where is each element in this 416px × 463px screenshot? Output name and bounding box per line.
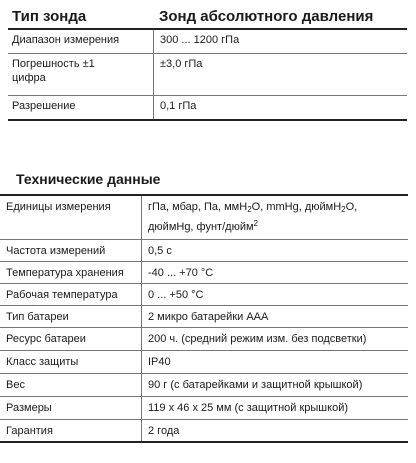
row-value: 0,1 гПа xyxy=(153,96,407,119)
table-row xyxy=(0,397,408,420)
table-row xyxy=(0,262,408,284)
row-value: 0,5 с xyxy=(141,240,408,261)
table-row xyxy=(0,328,408,351)
row-label: Тип батареи xyxy=(6,311,69,323)
row-value: ±3,0 гПа xyxy=(153,54,407,95)
table-row xyxy=(8,30,407,54)
row-value: 0 ... +50 °C xyxy=(141,284,408,305)
units-text: дюймHg, фунт/дюйм xyxy=(148,221,254,233)
row-value-units xyxy=(141,196,408,239)
row-label: Частота измерений xyxy=(6,245,106,257)
row-label: Гарантия xyxy=(6,425,53,437)
row-label: Разрешение xyxy=(12,100,76,112)
units-text: H xyxy=(333,201,342,213)
table-row xyxy=(0,351,408,374)
units-subscript: 2 xyxy=(341,205,346,214)
units-text: O, xyxy=(345,201,358,213)
row-label: Размеры xyxy=(6,402,52,414)
row-value: 90 г (с батарейками и защитной крышкой) xyxy=(141,374,408,396)
row-label: Ресурс батареи xyxy=(6,333,86,345)
row-label: Вес xyxy=(6,379,25,391)
row-label: Диапазон измерения xyxy=(12,34,120,46)
units-text: O, mmHg, дюйм xyxy=(251,201,334,213)
probe-table-header xyxy=(8,5,407,30)
row-label: Температура хранения xyxy=(6,267,124,279)
row-label: Класс защиты xyxy=(6,356,79,368)
row-label: Единицы измерения xyxy=(6,201,111,213)
row-value: 2 микро батарейки ААА xyxy=(141,306,408,327)
table-row xyxy=(0,240,408,262)
row-value: 2 года xyxy=(141,420,408,441)
header-probe-type: Тип зонда xyxy=(12,8,87,25)
table-row xyxy=(0,420,408,443)
probe-table xyxy=(8,5,407,121)
units-subscript: 2 xyxy=(247,205,252,214)
table-row xyxy=(8,96,407,121)
row-value: 119 x 46 x 25 мм (с защитной крышкой) xyxy=(141,397,408,419)
section-title: Технические данные xyxy=(16,171,161,187)
row-value: -40 ... +70 °C xyxy=(141,262,408,283)
row-label: Рабочая температура xyxy=(6,289,118,301)
row-value: 300 ... 1200 гПа xyxy=(153,30,407,53)
row-value: IP40 xyxy=(141,351,408,373)
row-label: Погрешность ±1 цифра xyxy=(12,58,95,84)
units-text: гПа, мбар, Па, мм xyxy=(148,201,240,213)
tech-table xyxy=(0,194,408,443)
table-row xyxy=(0,374,408,397)
units-text: H xyxy=(239,201,248,213)
header-probe-name: Зонд абсолютного давления xyxy=(159,8,374,25)
table-row xyxy=(0,306,408,328)
table-row xyxy=(0,196,408,240)
units-superscript: 2 xyxy=(253,219,258,228)
table-row xyxy=(0,284,408,306)
table-row xyxy=(8,54,407,96)
row-value: 200 ч. (средний режим изм. без подсветки) xyxy=(141,328,408,350)
